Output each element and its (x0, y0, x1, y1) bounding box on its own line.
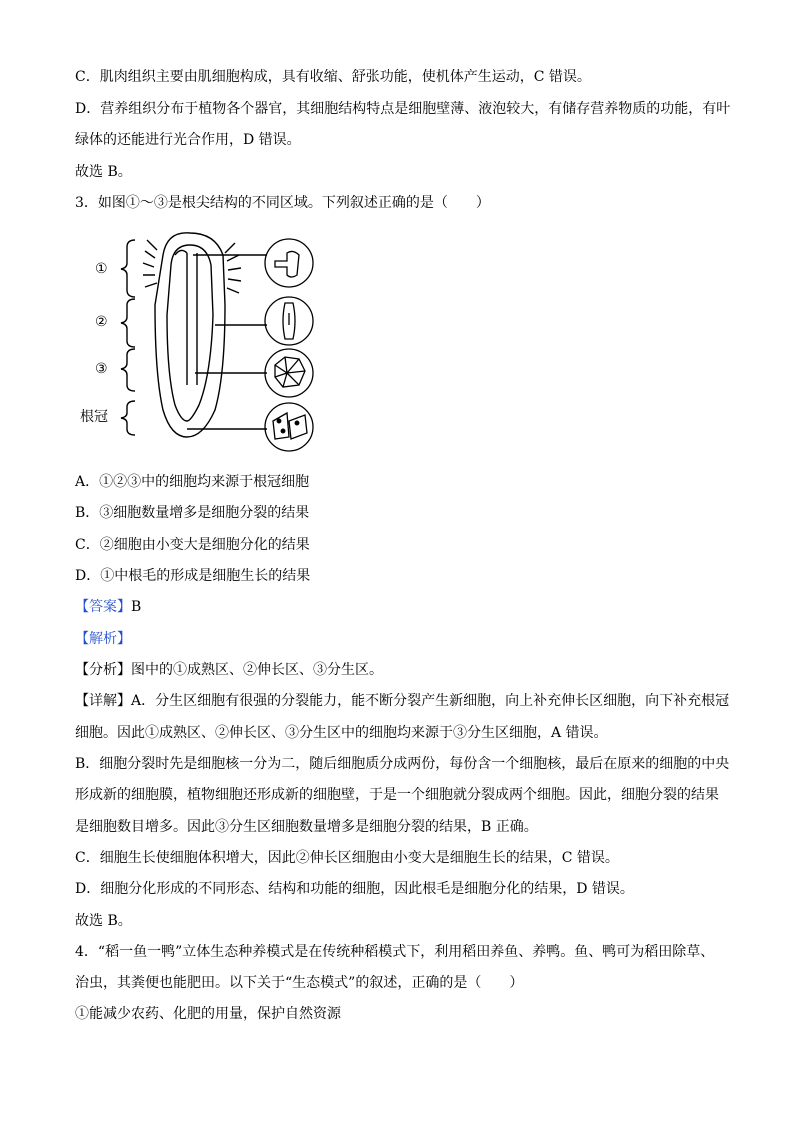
option-d: D．①中根毛的形成是细胞生长的结果 (75, 568, 311, 584)
explain-a-cont: 细胞。因此①成熟区、②伸长区、③分生区中的细胞均来源于③分生区细胞，A 错误。 (75, 725, 608, 741)
xiangjie-text: A．分生区细胞有很强的分裂能力，能不断分裂产生新细胞，向上补充伸长区细胞，向下补充根冠 (131, 693, 730, 709)
explain-b-1: B．细胞分裂时先是细胞核一分为二，随后细胞质分成两份，每份含一个细胞核，最后在原来的细胞的中央 (75, 756, 730, 772)
option-b: B．③细胞数量增多是细胞分裂的结果 (75, 505, 310, 521)
explain-d: D．细胞分化形成的不同形态、结构和功能的细胞，因此根毛是细胞分化的结果，D 错误。 (75, 881, 634, 897)
answer-value: B (131, 599, 142, 615)
root-tip-diagram (75, 225, 335, 455)
question-3-stem: 3．如图①～③是根尖结构的不同区域。下列叙述正确的是（ ） (75, 195, 490, 211)
fenxi-text: 图中的①成熟区、②伸长区、③分生区。 (131, 662, 383, 678)
label-zone-2: ② (95, 314, 108, 330)
xiangjie-tag: 【详解】 (75, 693, 131, 709)
question-4-stem-cont: 治虫，其粪便也能肥田。以下关于“生态模式”的叙述，正确的是（ ） (75, 975, 524, 991)
magnified-cells (265, 239, 313, 451)
conclusion-q3: 故选 B。 (75, 913, 132, 929)
root-tip-outline (143, 233, 267, 437)
option-a: A．①②③中的细胞均来源于根冠细胞 (75, 474, 310, 490)
fenxi-line (75, 661, 383, 679)
option-c-explanation: C．肌肉组织主要由肌细胞构成，具有收缩、舒张功能，使机体产生运动，C 错误。 (75, 69, 591, 85)
label-zone-3: ③ (95, 361, 108, 377)
question-4-item-1: ①能减少农药、化肥的用量，保护自然资源 (75, 1006, 341, 1022)
conclusion: 故选 B。 (75, 164, 132, 180)
root-hair-cell-circle (265, 239, 313, 287)
option-d-explanation: D．营养组织分布于植物各个器官，其细胞结构特点是细胞壁薄、液泡较大，有储存营养物质的功能，有叶 (75, 101, 731, 117)
answer-tag: 【答案】 (75, 599, 131, 615)
explain-b-3: 是细胞数目增多。因此③分生区细胞数量增多是细胞分裂的结果，B 正确。 (75, 819, 538, 835)
fenxi-tag: 【分析】 (75, 662, 131, 678)
analysis-tag: 【解析】 (75, 631, 131, 647)
option-d-explanation-cont: 绿体的还能进行光合作用，D 错误。 (75, 132, 301, 148)
question-4-stem: 4．“稻一鱼一鸭”立体生态种养模式是在传统种稻模式下，利用稻田养鱼、养鸭。鱼、鸭可为稻田除草、 (75, 944, 715, 960)
answer-line (75, 598, 141, 616)
option-c: C．②细胞由小变大是细胞分化的结果 (75, 537, 310, 553)
analysis-line (75, 630, 131, 648)
explain-c: C．细胞生长使细胞体积增大，因此②伸长区细胞由小变大是细胞生长的结果，C 错误。 (75, 850, 619, 866)
xiangjie-line (75, 692, 729, 710)
label-root-cap: 根冠 (80, 409, 108, 425)
label-zone-1: ① (95, 261, 108, 277)
zone-braces (121, 240, 135, 435)
explain-b-2: 形成新的细胞膜，植物细胞还形成新的细胞壁，于是一个细胞就分裂成两个细胞。因此，细胞分裂的结果 (75, 787, 719, 803)
